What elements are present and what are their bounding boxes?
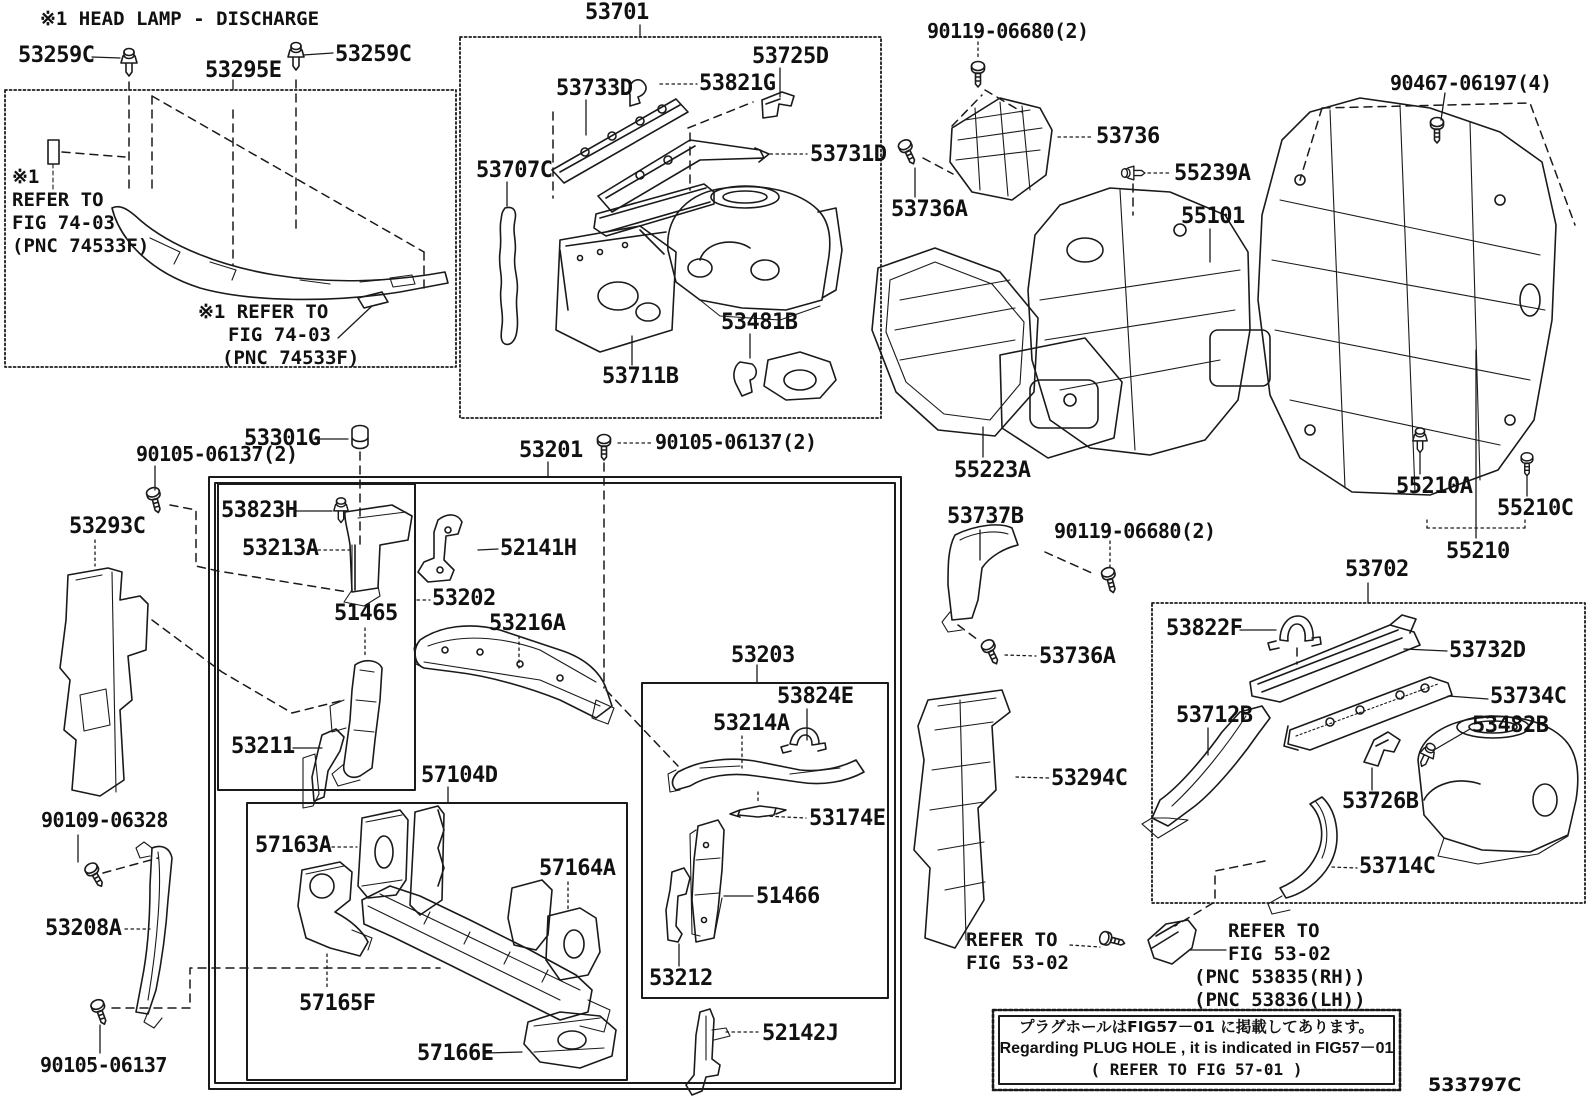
part-label-57104D: 57104D (421, 763, 498, 788)
part-art-51466 (690, 820, 753, 942)
refer-note-line: REFER TO (12, 189, 104, 211)
part-art-53216A-crossmember (414, 626, 614, 724)
frame-53701-box (460, 25, 881, 418)
dash-53293C-to-51465 (152, 620, 344, 713)
head-lamp-note (40, 8, 319, 31)
bolt-53736A-bottom (980, 638, 1036, 667)
part-label-90109-06328: 90109-06328 (41, 808, 168, 832)
refer-note-line: REFER TO (966, 929, 1058, 951)
bolt-53201 (598, 435, 679, 767)
refer-note-line: ※1 REFER TO (198, 301, 329, 323)
plug-hole-note-jp: プラグホールはFIG57－01 に掲載してあります。 (1018, 1018, 1375, 1036)
plug-hole-note-en: Regarding PLUG HOLE , it is indicated in FIG57－01 (999, 1040, 1394, 1057)
part-label-51465: 51465 (334, 601, 398, 626)
part-label-90105-06137(2): 90105-06137(2) (655, 430, 817, 454)
part-label-53824E: 53824E (777, 684, 854, 709)
part-label-55210A: 55210A (1396, 474, 1473, 499)
part-label-53481B: 53481B (721, 310, 798, 335)
part-label-53211: 53211 (231, 734, 295, 759)
part-label-53259C: 53259C (335, 42, 412, 67)
refer-note-line: FIG 74-03 (228, 324, 331, 346)
refer-note-line: REFER TO (1228, 920, 1320, 942)
part-label-53293C: 53293C (69, 514, 146, 539)
figure-id: 533797C (1428, 1074, 1522, 1096)
refer-note-line: (PNC 74533F) (222, 347, 360, 369)
part-label-53701: 53701 (585, 0, 649, 25)
part-label-53295E: 53295E (205, 58, 282, 83)
refer-note-line: FIG 74-03 (12, 212, 115, 234)
part-label-53711B: 53711B (602, 364, 679, 389)
part-label-51466: 51466 (756, 884, 820, 909)
refer-note-line: (PNC 53835(RH)) (1194, 966, 1366, 988)
part-label-53736A: 53736A (891, 197, 968, 222)
part-label-53707C: 53707C (476, 158, 553, 183)
part-label-53732D: 53732D (1449, 638, 1526, 663)
bolt-53736A-top (897, 138, 953, 197)
part-label-53726B: 53726B (1342, 789, 1419, 814)
part-art-53711B-apron (556, 226, 676, 365)
part-label-53733D: 53733D (556, 76, 633, 101)
part-art-wheelhouse-rh (1418, 713, 1578, 864)
part-label-53203: 53203 (731, 643, 795, 668)
part-label-53212: 53212 (649, 966, 713, 991)
part-art-53174E-strip (730, 806, 806, 818)
refer-note-fig53-right (1194, 920, 1366, 1012)
part-label-53301G: 53301G (244, 426, 321, 451)
refer-note-fig53-left (966, 929, 1069, 975)
part-art-57-crossmember (362, 886, 610, 1032)
bolt-90119-top (972, 62, 985, 88)
part-label-55223A: 55223A (954, 458, 1031, 483)
part-art-53214A-rail (668, 736, 864, 803)
part-label-53737B: 53737B (947, 504, 1024, 529)
part-label-53736A: 53736A (1039, 644, 1116, 669)
part-label-55210: 55210 (1446, 539, 1510, 564)
part-art-57165F (298, 862, 372, 990)
part-label-90105-06137: 90105-06137 (40, 1053, 167, 1077)
head-lamp-note-text: ※1 HEAD LAMP - DISCHARGE (40, 8, 320, 30)
plug-hole-note (999, 1016, 1394, 1084)
part-label-53714C: 53714C (1359, 854, 1436, 879)
refer-note-line: (PNC 74533F) (12, 235, 150, 257)
part-label-53208A: 53208A (45, 916, 122, 941)
part-art-53732D-rail (1250, 615, 1447, 702)
clip-53259C-right (288, 43, 304, 71)
bolt-55210C (1521, 453, 1533, 496)
frame-57104D-box (247, 787, 627, 1080)
part-label-53725D: 53725D (752, 44, 829, 69)
part-label-53202: 53202 (432, 586, 496, 611)
part-art-53822F-bracket (1240, 616, 1321, 664)
part-art-53714C-member (1268, 797, 1357, 914)
part-art-57164A (508, 880, 600, 980)
part-label-53822F: 53822F (1166, 616, 1243, 641)
part-label-52141H: 52141H (500, 536, 577, 561)
part-art-57166E (485, 1012, 616, 1068)
part-art-53707C-strip (500, 182, 518, 344)
bolt-90467 (1431, 93, 1446, 143)
part-label-53736: 53736 (1096, 124, 1160, 149)
part-art-53208A (125, 842, 172, 1028)
part-label-90105-06137(2): 90105-06137(2) (136, 442, 298, 466)
part-label-57166E: 57166E (417, 1041, 494, 1066)
part-label-55239A: 55239A (1174, 161, 1251, 186)
clip-53823H (296, 498, 348, 523)
clip-55210A (1413, 428, 1427, 474)
part-label-90467-06197(4): 90467-06197(4) (1390, 71, 1552, 95)
part-label-53174E: 53174E (809, 806, 886, 831)
part-label-53294C: 53294C (1051, 766, 1128, 791)
part-label-55101: 55101 (1181, 204, 1245, 229)
part-art-53212 (666, 868, 690, 966)
part-art-52141H (418, 515, 498, 582)
part-label-53201: 53201 (519, 438, 583, 463)
part-label-53482B: 53482B (1472, 713, 1549, 738)
refer-note-line: FIG 53-02 (966, 952, 1069, 974)
part-label-53216A: 53216A (489, 611, 566, 636)
part-label-53731D: 53731D (810, 142, 887, 167)
part-label-53712B: 53712B (1176, 703, 1253, 728)
part-label-90119-06680(2): 90119-06680(2) (1054, 519, 1216, 543)
refer-note-line: (PNC 53836(LH)) (1194, 989, 1366, 1011)
refer-note-line: FIG 53-02 (1228, 943, 1331, 965)
part-art-53211 (293, 729, 344, 808)
bolt-refer-fig5302 (1098, 930, 1126, 949)
part-label-90119-06680(2): 90119-06680(2) (927, 19, 1089, 43)
refer-note-line: ※1 (12, 166, 40, 188)
part-art-53213A (318, 505, 412, 606)
part-label-53259C: 53259C (18, 43, 95, 68)
part-label-53702: 53702 (1345, 557, 1409, 582)
part-label-53214A: 53214A (713, 711, 790, 736)
refer-note-fig74-bottom (198, 301, 359, 370)
part-label-57164A: 57164A (539, 856, 616, 881)
dash-53702-to-clip (1175, 861, 1265, 926)
part-art-53294C (914, 690, 1049, 948)
clip-53482B (1415, 729, 1470, 769)
plug-hole-note-ref: ( REFER TO FIG 57-01 ) (1090, 1060, 1303, 1079)
part-art-53301G-spacer (314, 426, 368, 549)
part-art-53293C-panel (60, 540, 148, 796)
part-label-55210C: 55210C (1497, 496, 1574, 521)
part-label-53734C: 53734C (1490, 684, 1567, 709)
part-label-52142J: 52142J (762, 1021, 839, 1046)
part-art-53726B-bracket (1364, 732, 1400, 790)
refer-note-fig74-left (12, 166, 149, 258)
part-art-53733D-rail (552, 99, 688, 183)
part-label-57165F: 57165F (299, 991, 376, 1016)
part-art-fender-clip (1070, 920, 1226, 964)
clip-53259C-left (121, 49, 137, 77)
part-art-51465 (330, 628, 382, 786)
part-art-55223A-insulator (872, 248, 1122, 458)
part-label-53821G: 53821G (699, 71, 776, 96)
part-label-53823H: 53823H (221, 498, 298, 523)
part-label-57163A: 57163A (255, 833, 332, 858)
bolt-90119-mid (1100, 566, 1119, 594)
part-art-53481B-brackets (734, 334, 836, 400)
part-label-53213A: 53213A (242, 536, 319, 561)
part-art-53821G-clip (629, 80, 697, 106)
